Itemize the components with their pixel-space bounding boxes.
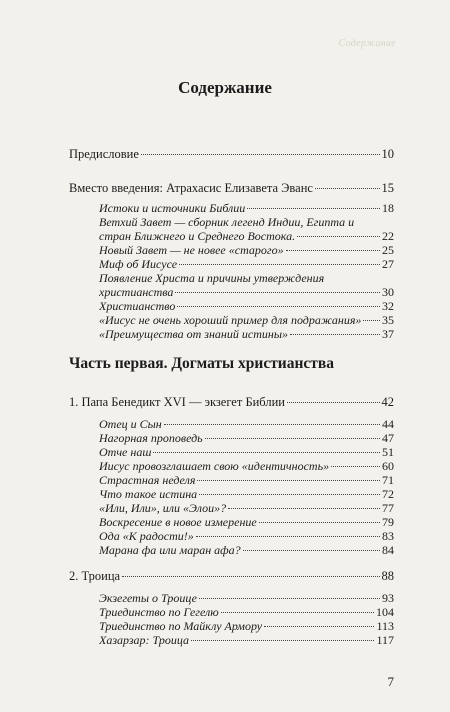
part-title: Часть первая. Догматы христианства <box>69 355 335 372</box>
toc-leader <box>315 188 380 189</box>
toc-subentry[interactable] <box>99 445 394 459</box>
toc-page-number: 44 <box>382 417 394 431</box>
toc-entry[interactable] <box>69 181 394 195</box>
toc-entry-title: Предисловие <box>69 147 139 161</box>
toc-leader <box>199 598 380 599</box>
toc-entry-title: 1. Папа Бенедикт XVI — экзегет Библии <box>69 395 285 409</box>
toc-leader <box>259 522 380 523</box>
toc-page-number: 71 <box>382 473 394 487</box>
toc-page-number: 72 <box>382 487 394 501</box>
toc-page-number: 83 <box>382 529 394 543</box>
toc-entry-title: «Иисус не очень хороший пример для подражания» <box>99 313 362 327</box>
toc-entry-title: Отец и Сын <box>99 417 162 431</box>
toc-entry-title: стран Ближнего и Среднего Востока. <box>99 229 296 243</box>
toc-subentry[interactable] <box>99 459 394 473</box>
toc-subentry[interactable] <box>99 229 394 243</box>
toc-entry-title: Воскресение в новое измерение <box>99 515 257 529</box>
toc-page-number: 22 <box>382 229 394 243</box>
toc-subentry[interactable] <box>99 327 394 341</box>
toc-subentry[interactable] <box>99 431 394 445</box>
toc-leader <box>243 550 380 551</box>
toc-page-number: 25 <box>382 243 394 257</box>
toc-entry-title: Триединство по Гегелю <box>99 605 219 619</box>
toc-leader <box>196 536 380 537</box>
toc-entry[interactable] <box>69 395 394 409</box>
page-number: 7 <box>387 674 394 689</box>
toc-leader <box>179 264 380 265</box>
toc-page-number: 79 <box>382 515 394 529</box>
toc-page-number: 42 <box>381 395 394 409</box>
toc-entry-title: Марана фа или маран афа? <box>99 543 241 557</box>
toc-page-number: 15 <box>381 181 394 195</box>
toc-subentry[interactable] <box>99 619 394 633</box>
toc-subentry[interactable] <box>99 201 394 215</box>
toc-leader <box>297 236 380 237</box>
toc-entry-title: «Преимущества от знаний истины» <box>99 327 288 341</box>
toc-page-number: 51 <box>382 445 394 459</box>
toc-leader <box>122 576 379 577</box>
toc-entry[interactable] <box>69 569 394 583</box>
toc-subentry[interactable] <box>99 633 394 647</box>
toc-entry-title: Что такое истина <box>99 487 198 501</box>
toc-page-number: 10 <box>381 147 394 161</box>
toc-leader <box>177 306 380 307</box>
toc-subentry[interactable] <box>99 543 394 557</box>
toc-page-number: 18 <box>382 201 394 215</box>
toc-entry-title: Хазарзар: Троица <box>99 633 190 647</box>
toc-subentry[interactable] <box>99 487 394 501</box>
toc-page-number: 84 <box>382 543 394 557</box>
toc-leader <box>247 208 380 209</box>
toc-entry-title: Вместо введения: Атрахасис Елизавета Эванс <box>69 181 313 195</box>
toc-subentry[interactable] <box>99 243 394 257</box>
toc-subentry-line1: Ветхий Завет — сборник легенд Индии, Египта и <box>99 215 355 229</box>
toc-subentry[interactable] <box>99 257 394 271</box>
toc-leader <box>331 466 380 467</box>
toc-subentry[interactable] <box>99 473 394 487</box>
toc-subentry-line1: Появление Христа и причины утверждения <box>99 271 325 285</box>
toc-subentry[interactable] <box>99 417 394 431</box>
toc-leader <box>141 154 380 155</box>
toc-leader <box>286 250 380 251</box>
toc-leader <box>264 626 374 627</box>
toc-subentry[interactable] <box>99 313 394 327</box>
toc-page-number: 113 <box>376 619 394 633</box>
toc-entry-title: Иисус провозглашает свою «идентичность» <box>99 459 330 473</box>
toc-subentry[interactable] <box>99 285 394 299</box>
toc-page-number: 117 <box>376 633 394 647</box>
toc-subentry[interactable] <box>99 501 394 515</box>
toc-page-number: 37 <box>382 327 394 341</box>
toc-page-number: 27 <box>382 257 394 271</box>
toc-entry-title: Ода «К радости!» <box>99 529 194 543</box>
toc-entry-title: 2. Троица <box>69 569 121 583</box>
toc-entry[interactable] <box>69 147 394 161</box>
toc-leader <box>290 334 380 335</box>
toc-entry-title: Триединство по Майклу Армору <box>99 619 263 633</box>
toc-leader <box>221 612 374 613</box>
toc-entry-title: Новый Завет — не новее «старого» <box>99 243 284 257</box>
toc-leader <box>197 480 380 481</box>
toc-leader <box>191 640 374 641</box>
toc-page-number: 32 <box>382 299 394 313</box>
toc-entry-title: Экзегеты о Троице <box>99 591 197 605</box>
toc-entry-title: Миф об Иисусе <box>99 257 178 271</box>
toc-page-number: 104 <box>376 605 394 619</box>
toc-leader <box>363 320 380 321</box>
toc-leader <box>205 438 380 439</box>
toc-subentry[interactable] <box>99 591 394 605</box>
toc-subentry[interactable] <box>99 529 394 543</box>
toc-page-number: 30 <box>382 285 394 299</box>
toc-subentry[interactable] <box>99 605 394 619</box>
toc-page-number: 77 <box>382 501 394 515</box>
page-title: Содержание <box>178 78 272 97</box>
toc-entry-title: Истоки и источники Библии <box>99 201 246 215</box>
toc-entry-title: «Или, Или», или «Элои»? <box>99 501 227 515</box>
toc-leader <box>287 402 380 403</box>
toc-leader <box>228 508 380 509</box>
toc-entry-title: Отче наш <box>99 445 152 459</box>
toc-page-number: 88 <box>381 569 394 583</box>
toc-leader <box>153 452 380 453</box>
toc-page-number: 60 <box>382 459 394 473</box>
toc-leader <box>175 292 380 293</box>
toc-leader <box>199 494 380 495</box>
toc-page-number: 35 <box>382 313 394 327</box>
toc-entry-title: Нагорная проповедь <box>99 431 203 445</box>
toc-entry-title: Страстная неделя <box>99 473 196 487</box>
toc-page-number: 47 <box>382 431 394 445</box>
toc-page-number: 93 <box>382 591 394 605</box>
toc-entry-title: христианства <box>99 285 174 299</box>
toc-leader <box>164 424 380 425</box>
toc-entry-title: Христианство <box>99 299 176 313</box>
toc-subentry[interactable] <box>99 515 394 529</box>
running-head: Содержание <box>338 38 396 49</box>
toc-subentry[interactable] <box>99 299 394 313</box>
